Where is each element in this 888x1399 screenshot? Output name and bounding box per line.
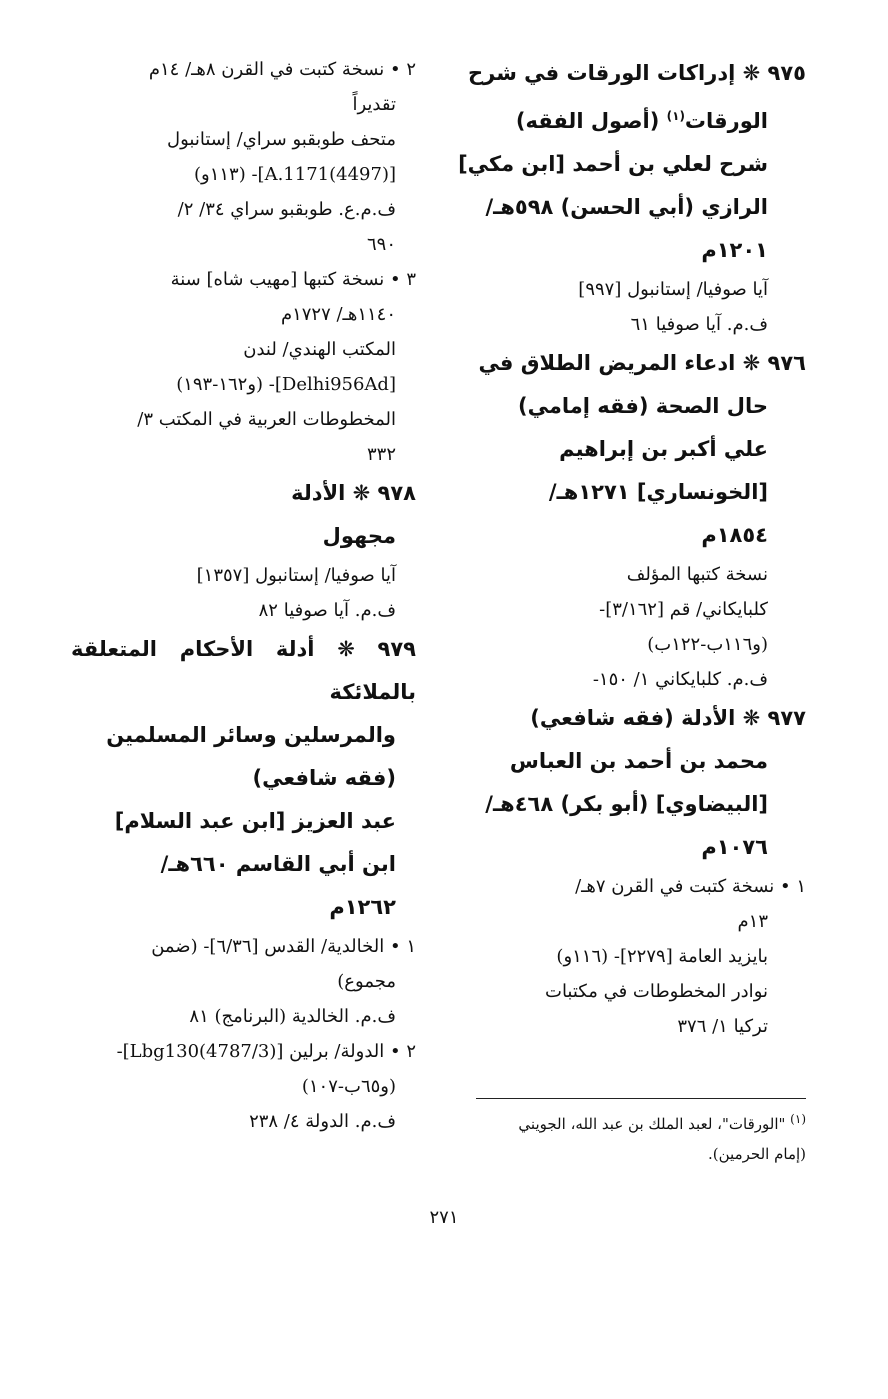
copy-date: تقديراً (352, 94, 396, 115)
copy-item: ١ • الخالدية/ القدس [٦/٣٦]- (ضمن (151, 936, 416, 957)
author-date: ١٨٥٤م (701, 523, 768, 547)
copy-date: ١١٤٠هـ/ ١٧٢٧م (280, 304, 396, 325)
entry-title: ٩٧٦ ❋ ادعاء المريض الطلاق في (478, 351, 806, 375)
entry-title-cont (456, 95, 806, 143)
author-date: ١٠٧٦م (701, 835, 768, 859)
entry-979 (71, 628, 416, 1139)
copy-date: ١٣م (737, 911, 768, 932)
footnote-line (456, 1104, 806, 1139)
entry-title: ٩٧٥ ❋ إدراكات الورقات في شرح (468, 61, 806, 85)
copy-reference: ف.م. آيا صوفيا ٨٢ (258, 600, 396, 621)
footnote-marker: (١) (666, 109, 685, 123)
entry-977-continued (71, 52, 416, 472)
copy-reference: ٦٩٠ (366, 234, 396, 255)
copy-location: متحف طوبقبو سراي/ إستانبول (167, 129, 396, 150)
copy-location: المكتب الهندي/ لندن (243, 339, 396, 360)
copy-reference: تركيا ١/ ٣٧٦ (677, 1016, 768, 1037)
entry-title: ٩٧٧ ❋ الأدلة (فقه شافعي) (530, 706, 806, 730)
author-line: [الخونساري] ١٢٧١هـ/ (548, 480, 768, 504)
footnote-divider (476, 1098, 806, 1099)
footnote-line: (إمام الحرمين). (708, 1145, 806, 1163)
copy-shelfmark: [A.1171(4497)]- (١١٣و) (193, 164, 396, 185)
author-date: ١٢٠١م (701, 238, 768, 262)
copy-item: ٢ • نسخة كتبت في القرن ٨هـ/ ١٤م (148, 59, 416, 80)
copy-item: ٣ • نسخة كتبها [مهيب شاه] سنة (170, 269, 416, 290)
copy-location: آيا صوفيا/ إستانبول [١٣٥٧] (196, 565, 396, 586)
entry-977 (456, 697, 806, 1044)
author-line: مجهول (322, 524, 396, 548)
author-date: ١٢٦٢م (329, 895, 396, 919)
author-line: ابن أبي القاسم ٦٦٠هـ/ (160, 852, 396, 876)
copy-location: بايزيد العامة [٢٢٧٩]- (١١٦و) (556, 946, 768, 967)
copy-note: مجموع) (337, 971, 396, 992)
left-column (71, 52, 416, 1139)
entry-978 (71, 472, 416, 628)
copy-reference: ف.م. الدولة ٤/ ٢٣٨ (249, 1111, 396, 1132)
entry-title-text: الورقات (684, 109, 768, 133)
copy-reference: المخطوطات العربية في المكتب ٣/ (137, 409, 396, 430)
entry-title-cont: حال الصحة (فقه إمامي) (518, 394, 768, 418)
page-number: ٢٧١ (429, 1207, 459, 1228)
footnote-text: "الورقات"، لعبد الملك بن عبد الله، الجويني (518, 1115, 786, 1133)
copy-shelfmark: [Delhi956Ad]- (و١٦٢-١٩٣) (176, 374, 396, 395)
author-line: علي أكبر بن إبراهيم (559, 437, 768, 461)
footnote (456, 1104, 806, 1169)
entry-title-cont: والمرسلين وسائر المسلمين (106, 723, 396, 747)
copy-item: ٢ • الدولة/ برلين [Lbg130(4787/3)]- (116, 1041, 416, 1062)
copy-reference: ف.م. كلبايكاني ١/ ١٥٠- (592, 669, 768, 690)
copy-location: كلبايكاني/ قم [٣/١٦٢]- (599, 599, 768, 620)
entry-976 (456, 342, 806, 697)
copy-reference: نوادر المخطوطات في مكتبات (545, 981, 768, 1002)
author-line: محمد بن أحمد بن العباس (509, 749, 768, 773)
entry-title: ٩٧٩ ❋ أدلة الأحكام المتعلقة بالملائكة (71, 637, 416, 704)
copy-note: نسخة كتبها المؤلف (626, 564, 768, 585)
subject-label: (فقه شافعي) (252, 766, 396, 790)
entry-title: ٩٧٨ ❋ الأدلة (291, 481, 416, 505)
copy-item: ١ • نسخة كتبت في القرن ٧هـ/ (575, 876, 806, 897)
entry-975 (456, 52, 806, 342)
subject-label: (أصول الفقه) (515, 109, 667, 133)
author-line: [البيضاوي] (أبو بكر) ٤٦٨هـ/ (485, 792, 768, 816)
right-column (456, 52, 806, 1044)
copy-reference: ف.م. آيا صوفيا ٦١ (630, 314, 768, 335)
copy-reference: ف.م.ع. طوبقبو سراي ٣٤/ ٢/ (177, 199, 396, 220)
author-line: الرازي (أبي الحسن) ٥٩٨هـ/ (485, 195, 768, 219)
copy-reference: ٣٣٢ (366, 444, 396, 465)
author-line: عبد العزيز [ابن عبد السلام] (114, 809, 396, 833)
footnote-marker: (١) (790, 1112, 806, 1126)
copy-location: آيا صوفيا/ إستانبول [٩٩٧] (578, 279, 768, 300)
copy-reference: ف.م. الخالدية (البرنامج) ٨١ (189, 1006, 396, 1027)
copy-folios: (و١١٦ب-١٢٢ب) (647, 634, 768, 655)
author-line: شرح لعلي بن أحمد [ابن مكي] (458, 152, 768, 176)
copy-folios: (و٦٥ب-١٠٧) (301, 1076, 396, 1097)
